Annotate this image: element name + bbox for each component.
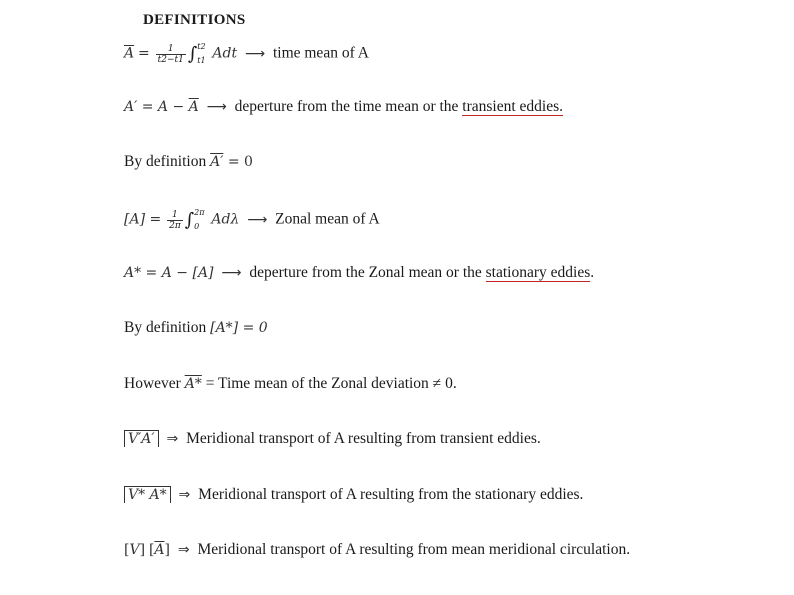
integral-limits: [197, 40, 205, 68]
frac-denominator: t2−t1: [157, 54, 184, 65]
page-title: DEFINITIONS: [143, 12, 246, 28]
boxed-term: V′A′: [124, 430, 159, 447]
implies-arrow: ⇒: [177, 542, 190, 558]
bracket-close: ]: [139, 542, 146, 558]
equals-sign: =: [138, 45, 150, 62]
def-bydef-1: [124, 153, 253, 171]
def-transport-mean: [124, 541, 630, 559]
long-right-arrow: ⟶: [206, 99, 227, 115]
integral-sign: ∫: [187, 43, 198, 65]
frac-denominator: 2π: [169, 220, 181, 231]
integral-sign: ∫: [184, 209, 195, 231]
transport-text: Meridional transport of A resulting from the stationary eddies.: [198, 486, 584, 503]
stationary-eddies-underlined: stationary eddies: [485, 264, 591, 281]
transient-text: deperture from the time mean or the: [234, 98, 463, 115]
stationary-text: deperture from the Zonal mean or the: [249, 264, 486, 281]
integral-limits: [194, 206, 204, 234]
boxed-term: V* A*: [124, 486, 171, 503]
def-zonal-mean: [124, 206, 380, 234]
int-upper: t2: [197, 42, 206, 51]
def-transient: [124, 98, 563, 116]
bydef-text: By definition: [124, 153, 211, 170]
bracket-close: ]: [164, 542, 170, 558]
transient-lhs-bar: $\overline{A}$: [188, 99, 199, 115]
bydef-text: By definition: [124, 319, 211, 336]
stationary-period: .: [590, 264, 595, 281]
bydef-rhs: = 0: [223, 154, 253, 170]
frac-numerator: 1: [156, 44, 186, 55]
however-rest: = Time mean of the Zonal deviation ≠ 0.: [201, 375, 457, 392]
term-v: V: [129, 542, 140, 558]
time-mean-lhs: $\overline{A}$: [124, 45, 135, 62]
integrand: Adλ: [211, 211, 240, 228]
implies-arrow: ⇒: [166, 431, 179, 447]
transient-eddies-underlined: transient eddies.: [462, 98, 564, 115]
long-right-arrow: ⟶: [245, 45, 266, 62]
long-right-arrow: ⟶: [221, 265, 242, 281]
bracket-open: [: [124, 542, 130, 558]
bydef-bar: A′: [210, 154, 224, 170]
int-lower: 0: [194, 222, 200, 231]
def-stationary: [124, 264, 594, 282]
def-transport-stationary: [124, 486, 583, 504]
implies-arrow: ⇒: [178, 487, 191, 503]
def-however: [124, 375, 457, 393]
transport-text: Meridional transport of A resulting from mean meridional circulation.: [197, 541, 631, 558]
transport-text: Meridional transport of A resulting from transient eddies.: [186, 430, 541, 447]
transient-lhs: A′ = A −: [124, 99, 189, 115]
def-time-mean: [124, 40, 369, 68]
frac-numerator: 1: [167, 210, 183, 221]
int-lower: t1: [197, 56, 206, 65]
int-upper: 2π: [194, 208, 205, 217]
fraction: [167, 210, 183, 231]
long-right-arrow: ⟶: [247, 211, 268, 228]
however-bar: A*: [184, 376, 202, 392]
stationary-lhs: A* = A − [A]: [124, 265, 214, 281]
zonal-lhs: [A] =: [124, 211, 162, 228]
term-a: $\overline{A}$: [154, 542, 165, 558]
fraction: [156, 44, 186, 65]
zonal-text: Zonal mean of A: [275, 210, 380, 228]
bracket-open: [: [148, 542, 155, 558]
def-bydef-2: [124, 319, 268, 337]
time-mean-text: time mean of A: [272, 44, 369, 62]
integrand: Adt: [212, 45, 238, 62]
however-text: However: [124, 375, 185, 392]
bydef-math: [A*] = 0: [210, 320, 268, 336]
def-transport-transient: [124, 430, 541, 448]
